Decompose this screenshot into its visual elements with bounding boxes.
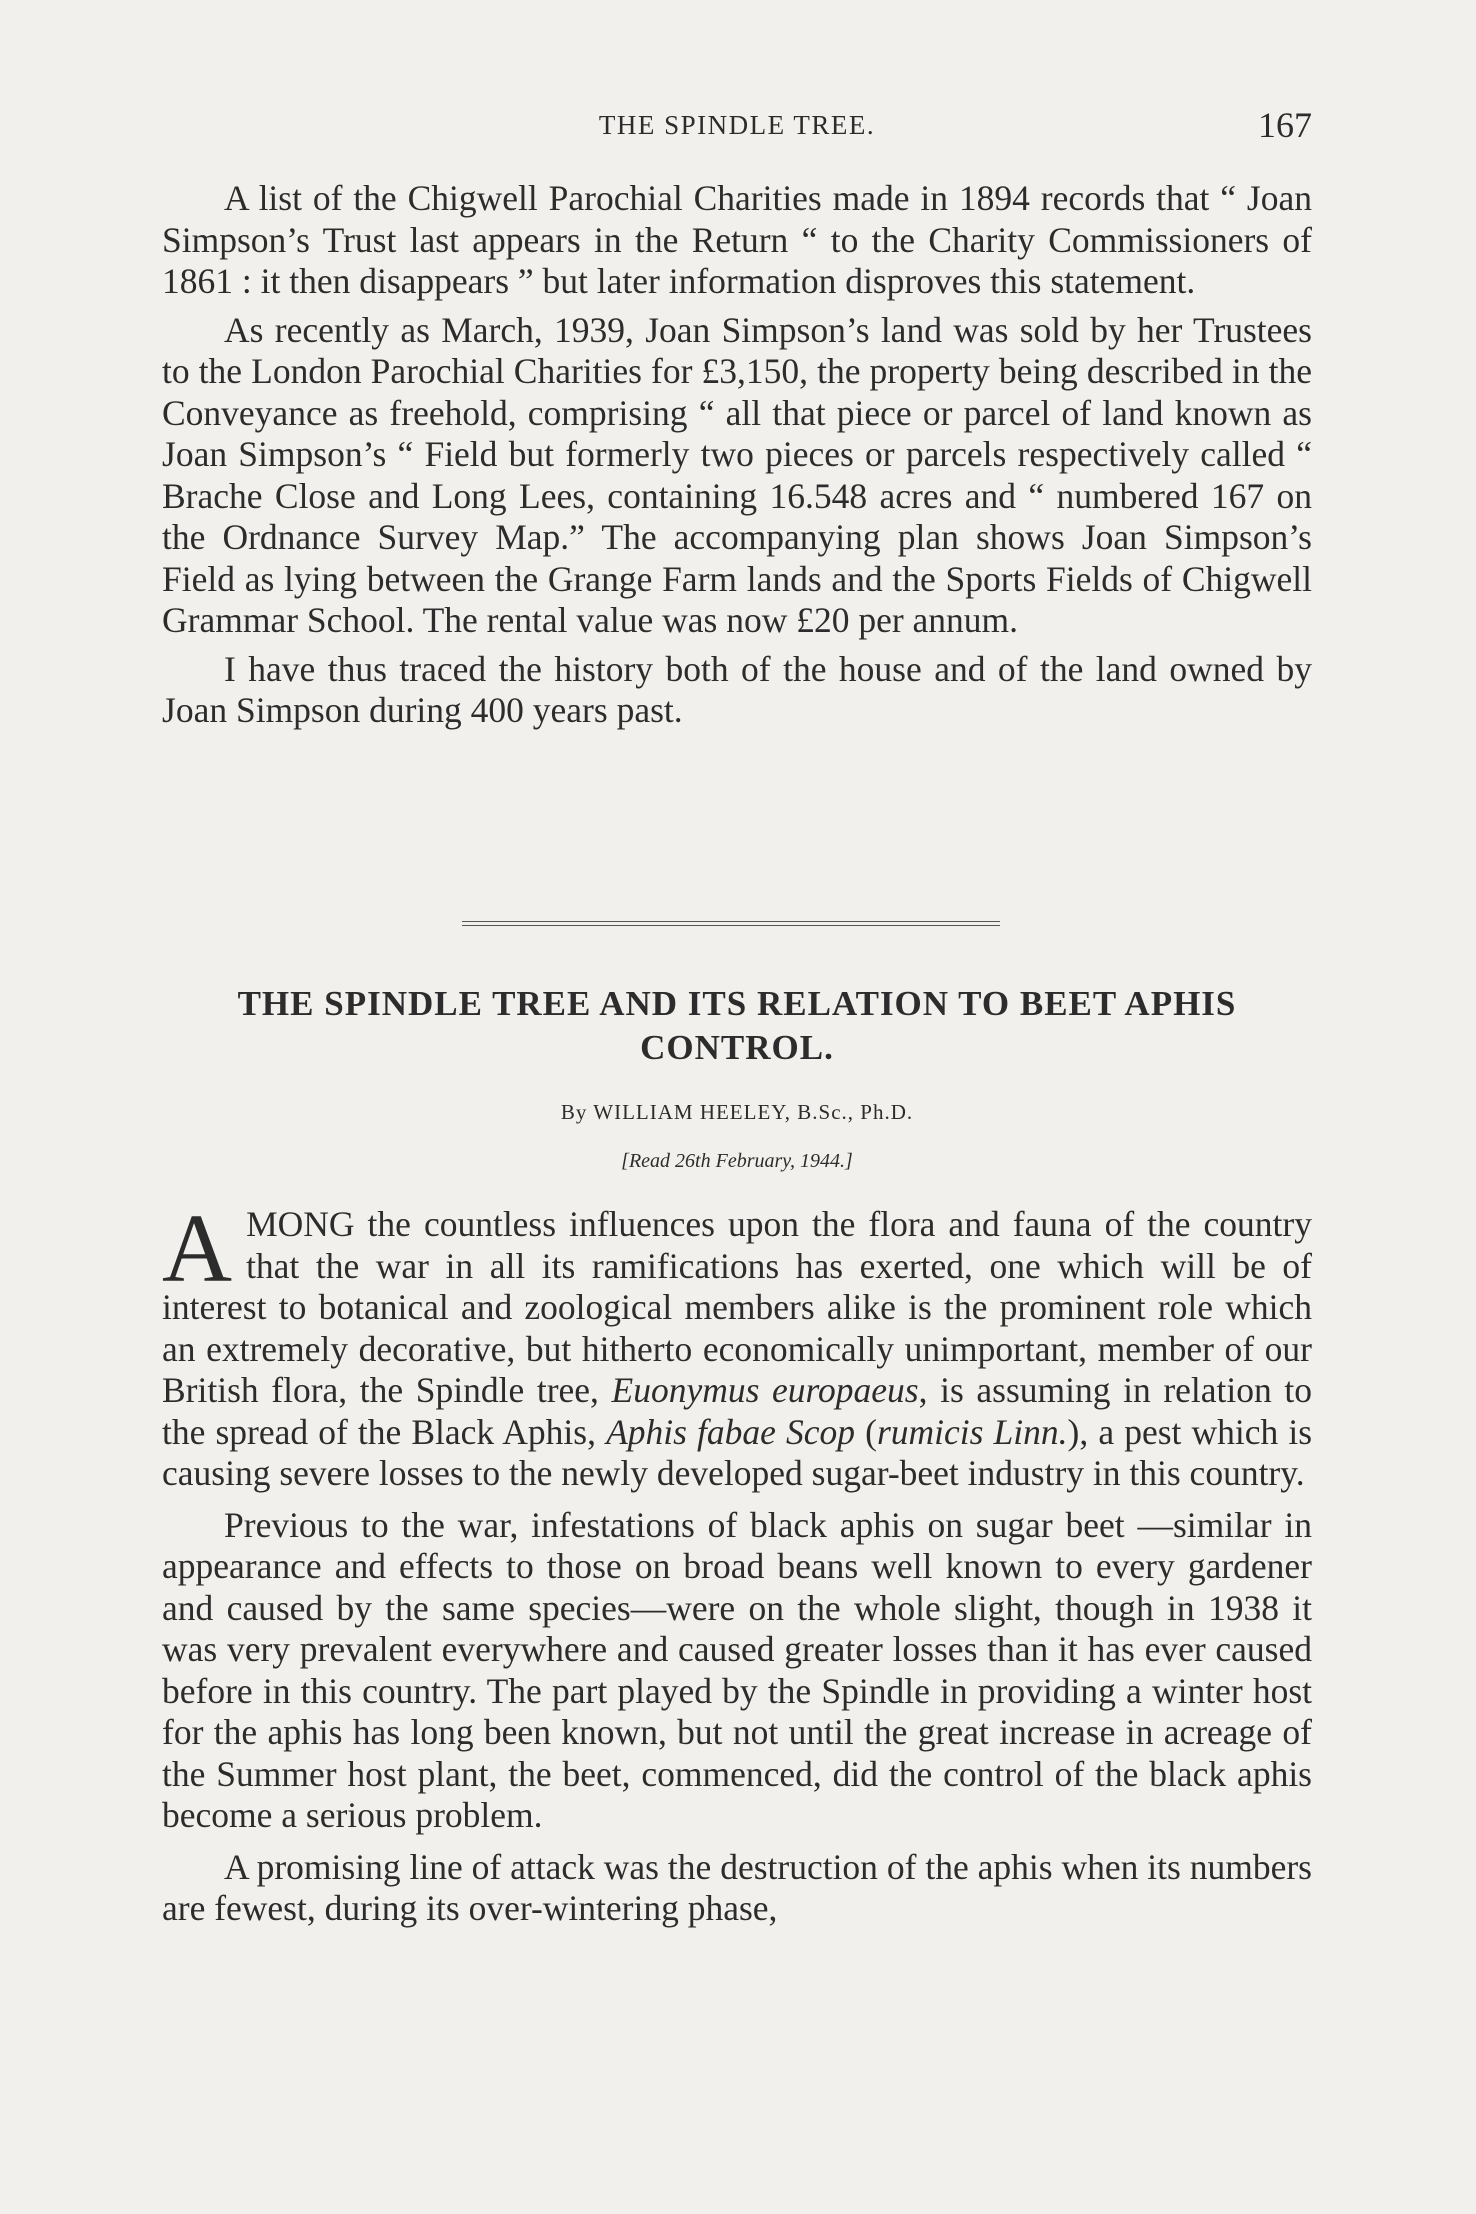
species-name: rumicis Linn. (876, 1411, 1068, 1452)
text-run: ), a pest which is causing severe losses to the newly developed sugar-beet industry in this country. (162, 1411, 1313, 1493)
article-title: THE SPINDLE TREE AND ITS RELATION TO BEET APHIS CONTROL. (237, 984, 1237, 1067)
text-run: , is assuming in relation to the spread of the Black Aphis, (162, 1370, 1312, 1452)
running-title: THE SPINDLE TREE. (598, 110, 876, 140)
text-run: ( (855, 1411, 877, 1452)
paragraph: I have thus traced the history both of the house and of the land owned by Joan Simpson during 400 years past. (162, 648, 1312, 730)
species-name: Aphis fabae Scop (606, 1411, 856, 1452)
drop-cap: A (162, 1195, 233, 1302)
text-run: MONG the countless influences upon the flora and fauna of the country that the war in all its ramifications has exerted, one which will be of interest to botanical and zoological members alike is the prominent role which an extremely decorative, but hitherto economically unimportant, member of our British flora, the Spindle tree, (162, 1204, 1312, 1410)
paragraph (162, 1195, 1313, 1495)
paragraph: As recently as March, 1939, Joan Simpson’s land was sold by her Trustees to the London Parochial Charities for £3,150, the property being described in the Conveyance as freehold, comprising “ all that piece or parcel of land known as Joan Simpson’s “ Field but formerly two pieces or parcels respectively called “ Brache Close and Long Lees, containing 16.548 acres and “ numbered 167 on the Ordnance Survey Map.” The accompanying plan shows Joan Simpson’s Field as lying between the Grange Farm lands and the Sports Fields of Chigwell Grammar School. The rental value was now £20 per annum. (162, 309, 1312, 640)
paragraph: Previous to the war, infestations of black aphis on sugar beet —similar in appearance and effects to those on broad beans well known to every gardener and caused by the same species—were on the whole slight, though in 1938 it was very prevalent everywhere and caused greater losses than it has ever caused before in this country. The part played by the Spindle in providing a winter host for the aphis has long been known, but not until the great increase in acreage of the Summer host plant, the beet, commenced, did the control of the black aphis become a serious problem. (162, 1504, 1312, 1835)
page-number: 167 (1258, 105, 1312, 145)
read-date: [Read 26th February, 1944.] (621, 1150, 853, 1172)
running-head (162, 104, 1312, 154)
section-divider (462, 921, 1000, 926)
article-body (162, 1195, 1313, 1930)
paragraph: A list of the Chigwell Parochial Charities made in 1894 records that “ Joan Simpson’s Trust last appears in the Return “ to the Charity Commissioners of 1861 : it then disappears ” but later information disproves this statement. (162, 178, 1312, 301)
paragraph: A promising line of attack was the destruction of the aphis when its numbers are fewest, during its over-wintering phase, (162, 1846, 1312, 1928)
article-byline: By WILLIAM HEELEY, B.Sc., Ph.D. (560, 1100, 914, 1124)
species-name: Euonymus europaeus (611, 1370, 919, 1410)
previous-article-conclusion (162, 178, 1312, 732)
